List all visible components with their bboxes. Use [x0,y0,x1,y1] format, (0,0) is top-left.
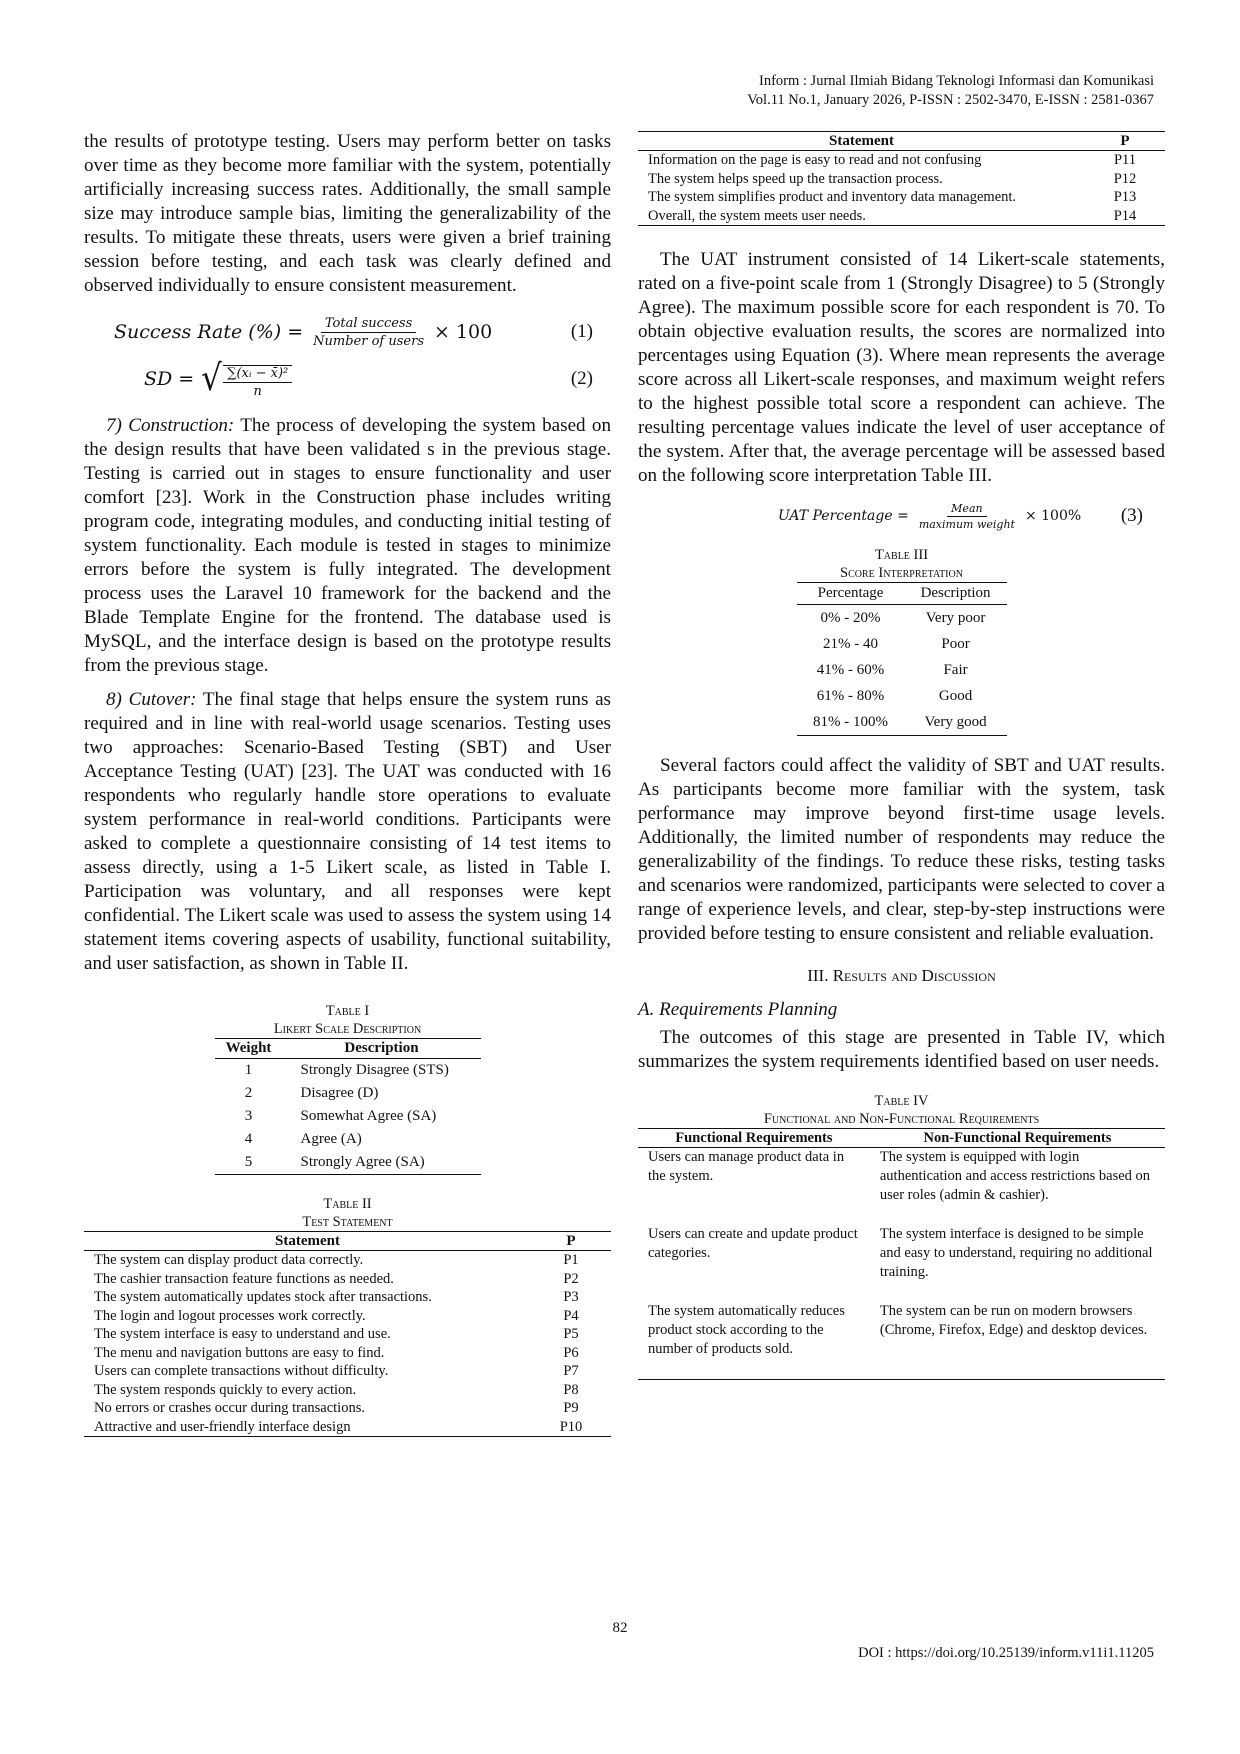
table3-row-cell: 41% - 60% [816,662,885,678]
table2-row-cell: Users can complete transactions without difficulty. [94,1363,389,1379]
table2-row-cell: The system interface is easy to understand and use. [94,1326,391,1342]
table2-row-cell: The system can display product data correctly. [94,1252,364,1268]
table1-row-cell: 3 [244,1108,253,1124]
eq3-lhs: UAT Percentage = [778,508,909,524]
table4-row-cell: The system automatically reduces product stock according to the number of products sold. [638,1302,870,1380]
table3-row-cell: Poor [941,636,970,652]
table1-row [215,1151,481,1175]
eq1-label: (1) [570,321,593,342]
paragraph-threats: the results of prototype testing. Users may perform better on tasks over time as they become more familiar with the system, potentially artificially increasing success rates. Additionally, the small sample size may introduce sample bias, limiting the generalizability of the results. To mitigate these threats, users were given a brief training session before testing, and each task was clearly defined and observed individually to ensure consistent measurement. [84,131,611,296]
table4-row-cell: The system is equipped with login authentication and access restrictions based on user roles (admin & cashier). [879,1149,1151,1203]
table1-row-cell: Somewhat Agree (SA) [300,1108,437,1124]
table1-row-cell: Agree (A) [300,1131,362,1147]
eq3-label: (3) [1120,505,1143,526]
table1-row [215,1105,481,1128]
table2-row-cell: P1 [563,1252,579,1268]
table4-row-cell: Users can create and update product categories. [648,1226,858,1261]
table2-cont-row-cell: Information on the page is easy to read and not confusing [648,152,982,168]
table1-row [215,1059,481,1083]
table-likert-scale: Weight Description 1 Strongly Disagree (STS) 2 Disagree (D) 3 Somewhat Agree (SA) 4 Agree (A) 5 Strongly Agree (SA) [215,1038,481,1175]
table3-row [797,657,1007,683]
table4-row [638,1225,1165,1302]
equation-3 [638,492,1165,540]
table-test-statement-continued: Statement P Information on the page is easy to read and not confusing P11 The system helps speed up the transaction process. P12 The system simplifies product and inventory data management. P13 Overall, the system meets user needs. P14 [638,131,1165,226]
table2-row-cell: No errors or crashes occur during transactions. [94,1400,365,1416]
eq2-lhs: SD = [144,368,195,390]
table4-row-cell: The system interface is designed to be simple and easy to understand, requiring no additional training. [879,1226,1153,1280]
table3-row [797,631,1007,657]
table2-cont-row-cell: The system helps speed up the transaction process. [648,170,943,187]
section-title: III. Results and Discussion [807,966,996,985]
table1-row [215,1082,481,1105]
table2-row-cell: The cashier transaction feature functions as needed. [94,1270,394,1287]
table2-cont-row [638,207,1165,226]
journal-title: Inform : Jurnal Ilmiah Bidang Teknologi Informasi dan Komunikasi [759,73,1154,89]
table4-row [638,1148,1165,1226]
equation-2 [84,354,611,404]
table3-row-cell: 0% - 20% [820,610,881,626]
table4-row [638,1302,1165,1380]
construction-heading: 7) Construction: [106,415,235,436]
table-score-interpretation: Percentage Description 0% - 20% Very poor 21% - 40 Poor 41% - 60% Fair 61% - 80% Good 81% - 100% Very good [797,582,1007,736]
table1-row-cell: Strongly Agree (SA) [283,1151,481,1175]
eq3-fraction [915,502,1019,531]
eq1-fraction [309,316,428,349]
table3-caption: Table III Score Interpretation [840,547,963,581]
table1-row-cell: Strongly Disagree (STS) [300,1062,449,1078]
table1-caption: Table I Likert Scale Description [273,1003,422,1037]
paragraph-requirements: The outcomes of this stage are presented in Table IV, which summarizes the system requirements identified based on user needs. [638,1027,1165,1072]
table2-row-cell: P3 [563,1289,579,1305]
journal-volume: Vol.11 No.1, January 2026, P-ISSN : 2502-3470, E-ISSN : 2581-0367 [747,92,1154,108]
table1-row-cell: 2 [244,1085,253,1101]
table2-row-cell: P2 [563,1270,579,1287]
table3-row [797,605,1007,632]
table2-row-cell: P10 [531,1418,611,1437]
table2-row-cell: The menu and navigation buttons are easy to find. [94,1344,385,1361]
table3-row-cell: 61% - 80% [816,688,885,704]
table2-row-cell: P6 [563,1344,579,1361]
right-column [638,131,1165,1380]
table2-row-cell: The system responds quickly to every action. [94,1381,357,1398]
table4-caption: Table IV Functional and Non-Functional Requirements [763,1093,1040,1127]
table-requirements: Functional Requirements Non-Functional Requirements Users can manage product data in the system. The system is equipped with login authentication and access restrictions based on user roles (admin & cashier). Users can create and update product categories. The system interface is designed to be simple and easy to understand, requiring no additional training. The system automatically reduces product stock according to the number of products sold. The system can be run on modern browsers (Chrome, Firefox, Edge) and desktop devices. [638,1128,1165,1380]
table2-row-cell: The system automatically updates stock after transactions. [94,1289,432,1305]
table2-cont-row [638,151,1165,170]
eq1-denominator: Number of users [313,333,424,349]
paragraph-cutover: 8) Cutover: The final stage that helps ensure the system runs as required and in line with real-world usage scenarios. Testing uses two approaches: Scenario-Based Testing (SBT) and User Acceptance Testing (UAT) [23]. The UAT was conducted with 16 respondents who regularly handle store operations to evaluate system performance in real-world conditions. Participants were asked to complete a questionnaire consisting of 14 test items to assess directly, using a 1-5 Likert scale, as listed in Table I. Participation was voluntary, and all responses were kept confidential. The Likert scale was used to assess the system using 14 statement items covering aspects of usability, functional suitability, and user satisfaction, as shown in Table II. [84,689,611,974]
table3-row-cell: Very poor [925,610,986,626]
table2-row [84,1325,611,1344]
table2-cont-row [638,170,1165,189]
table2-row-cell: P8 [563,1381,579,1398]
table2-row [84,1307,611,1326]
table2-row-cell: Attractive and user-friendly interface design [84,1418,531,1437]
table3-row-cell: Fair [943,662,968,678]
page-number: 82 [612,1620,628,1636]
table2-row [84,1418,611,1437]
table4-row-cell: Users can manage product data in the system. [648,1149,845,1184]
table2-cont-row-cell: P12 [1113,170,1137,187]
table2-row-cell: The login and logout processes work correctly. [94,1307,366,1324]
table3-row-cell: 81% - 100% [797,709,905,736]
table2-row [84,1251,611,1270]
eq2-denominator: n [253,384,262,399]
table2-cont-row-cell: P11 [1113,152,1137,168]
eq2-label: (2) [570,368,593,389]
table-test-statement: Statement P The system can display product data correctly. P1 The cashier transaction feature functions as needed. P2 The system automatically updates stock after transactions. P3 The login and logout processes work correctly. P4 The system interface is easy to understand and use. P5 The menu and navigation buttons are easy to find. P6 Users can complete transactions without difficulty. P7 The system responds quickly to every action. P8 No errors or crashes occur during transactions. P9 Attractive and user-friendly interface design P10 [84,1231,611,1437]
table2-caption: Table II Test Statement [302,1196,393,1230]
table2-row [84,1362,611,1381]
table1-row-cell: 4 [244,1131,253,1147]
eq3-denominator: maximum weight [918,517,1015,531]
table2-cont-row-cell: The system simplifies product and inventory data management. [648,189,1017,205]
cutover-heading: 8) Cutover: [106,689,197,710]
eq2-sqrt [200,359,292,399]
table3-row-cell: Good [938,688,973,704]
eq3-tail: × 100% [1024,508,1082,524]
doi-link[interactable]: DOI : https://doi.org/10.25139/inform.v11i1.11205 [858,1645,1154,1661]
table3-row-cell: 21% - 40 [823,636,879,652]
equation-1 [84,310,611,354]
table2-row-cell: P4 [563,1307,579,1324]
paragraph-uat-instrument: The UAT instrument consisted of 14 Likert-scale statements, rated on a five-point scale from 1 (Strongly Disagree) to 5 (Strongly Agree). The maximum possible score for each respondent is 70. To obtain objective evaluation results, the scores are normalized into percentages using Equation (3). Where mean represents the average score across all Likert-scale responses, and maximum weight refers to the highest possible total score a respondent can achieve. The resulting percentage values indicate the level of user acceptance of the system. After that, the average percentage will be assessed based on the following score interpretation Table III. [638,249,1165,486]
left-column [84,130,611,1437]
table3-row [797,683,1007,709]
eq3-numerator: Mean [947,502,986,517]
subsection-title: A. Requirements Planning [638,999,838,1020]
table2-cont-row-cell: Overall, the system meets user needs. [638,207,1085,226]
table2-row-cell: P9 [563,1400,579,1416]
eq1-numerator: Total success [321,316,416,333]
table1-row-cell: 1 [244,1062,253,1078]
table2-cont-row-cell: P14 [1085,207,1165,226]
table2-row [84,1270,611,1289]
journal-header [454,72,1154,110]
sqrt-symbol: √ [201,358,223,399]
eq1-lhs: Success Rate (%) = [114,321,304,343]
table2-row [84,1288,611,1307]
table1-row [215,1128,481,1151]
table2-row [84,1399,611,1418]
paragraph-construction: 7) Construction: The process of developing the system based on the design results that have been validated s in the previous stage. Testing is carried out in stages to ensure functionality and user comfort [23]. Work in the Construction phase includes writing program code, integrating modules, and conducting initial testing of system functionality. Each module is tested in stages to minimize errors before the system is fully integrated. The development process uses the Laravel 10 framework for the backend and the Blade Template Engine for the frontend. The database used is MySQL, and the interface design is based on the prototype results from the previous stage. [84,415,612,676]
table1-row-cell: Disagree (D) [300,1085,379,1101]
table1-row-cell: 5 [215,1151,283,1175]
table2-cont-row-cell: P13 [1113,189,1137,205]
paragraph-validity: Several factors could affect the validity of SBT and UAT results. As participants become more familiar with the system, task performance may improve beyond first-time usage levels. Additionally, the limited number of respondents may reduce the generalizability of the findings. To reduce these risks, testing tasks and scenarios were randomized, participants were selected to cover a range of experience levels, and clear, step-by-step instructions were provided before testing to ensure consistent and reliable evaluation. [638,755,1165,944]
table2-row-cell: P7 [563,1363,579,1379]
table2-row [84,1381,611,1400]
table2-row-cell: P5 [563,1326,579,1342]
eq1-tail: × 100 [434,321,493,343]
eq2-numerator: ∑(xᵢ − x̄)² [223,366,292,383]
table2-row [84,1344,611,1363]
table4-row-cell: The system can be run on modern browsers (Chrome, Firefox, Edge) and desktop devices. [870,1302,1165,1380]
table2-cont-row [638,188,1165,207]
table3-row-cell: Very good [905,709,1007,736]
table3-row [797,709,1007,736]
